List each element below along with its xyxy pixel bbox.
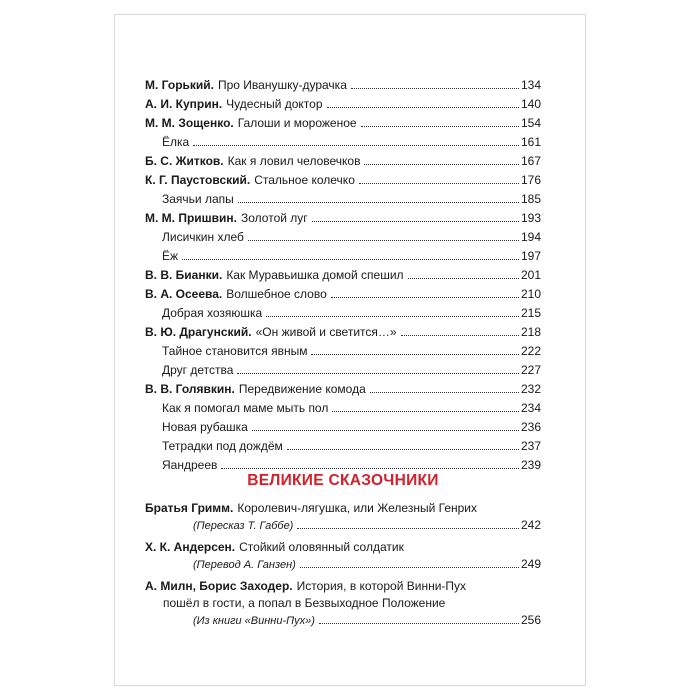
entry-page: 236 — [520, 420, 541, 434]
dot-leader — [300, 567, 519, 568]
entry-title: Ёлка — [162, 135, 190, 149]
entry-author: В. Ю. Драгунский. — [145, 325, 252, 339]
entry-title: «Он живой и светится…» — [255, 325, 397, 339]
entry-page: 134 — [520, 78, 541, 92]
entry-author: А. И. Куприн. — [145, 97, 223, 111]
entry-page: 197 — [520, 249, 541, 263]
dot-leader — [408, 278, 519, 279]
dot-leader — [238, 202, 519, 203]
entry-title: Как Муравьишка домой спешил — [226, 268, 404, 282]
toc-entry — [145, 152, 541, 171]
dot-leader — [319, 623, 519, 624]
toc-entry — [145, 266, 541, 285]
entry-source: (Из книги «Винни-Пух») — [193, 615, 315, 627]
entry-page: 249 — [520, 557, 541, 571]
entry-title: История, в которой Винни-Пух — [296, 579, 467, 593]
entry-page: 185 — [520, 192, 541, 206]
entry-author: Братья Гримм. — [145, 501, 234, 515]
entry-author: Х. К. Андерсен. — [145, 540, 236, 554]
dot-leader — [182, 259, 519, 260]
toc-entry — [145, 342, 541, 361]
entry-page: 239 — [520, 458, 541, 472]
entry-translator: (Пересказ Т. Габбе) — [193, 520, 294, 532]
toc-entry-milne — [145, 578, 541, 595]
toc-entry — [145, 399, 541, 418]
entry-title: Королевич-лягушка, или Железный Генрих — [237, 501, 477, 515]
toc-entry — [145, 209, 541, 228]
dot-leader — [332, 411, 519, 412]
dot-leader — [193, 145, 519, 146]
entry-page: 237 — [520, 439, 541, 453]
toc-entry — [145, 437, 541, 456]
entry-author: М. М. Зощенко. — [145, 116, 234, 130]
dot-leader — [287, 449, 519, 450]
entry-page: 201 — [520, 268, 541, 282]
toc-entry — [145, 380, 541, 399]
entry-author: В. В. Бианки. — [145, 268, 223, 282]
toc-entry — [145, 304, 541, 323]
entry-title: Тетрадки под дождём — [162, 439, 283, 453]
entry-title: Золотой луг — [241, 211, 308, 225]
entry-author: М. Горький. — [145, 78, 214, 92]
entry-page: 194 — [520, 230, 541, 244]
entry-page: 222 — [520, 344, 541, 358]
toc-entry — [145, 418, 541, 437]
toc-entry-milne-sub — [145, 612, 541, 629]
entry-page: 215 — [520, 306, 541, 320]
dot-leader — [359, 183, 519, 184]
entry-author: К. Г. Паустовский. — [145, 173, 251, 187]
toc-entry-grimm — [145, 500, 541, 517]
entry-page: 140 — [520, 97, 541, 111]
entry-page: 242 — [520, 518, 541, 532]
entry-page: 256 — [520, 613, 541, 627]
entry-title: Стальное колечко — [254, 173, 355, 187]
toc-entry — [145, 228, 541, 247]
toc-entry — [145, 114, 541, 133]
entry-title: Стойкий оловянный солдатик — [239, 540, 404, 554]
entry-author: Б. С. Житков. — [145, 154, 224, 168]
entry-title: Добрая хозяюшка — [162, 306, 263, 320]
toc-entry — [145, 95, 541, 114]
dot-leader — [248, 240, 519, 241]
entry-title: Яандреев — [162, 458, 218, 472]
dot-leader — [297, 528, 519, 529]
toc-entry — [145, 323, 541, 342]
dot-leader — [266, 316, 519, 317]
entry-title-continued: пошёл в гости, а попал в Безвыходное Положение — [163, 596, 446, 610]
entry-author: М. М. Пришвин. — [145, 211, 237, 225]
entry-page: 210 — [520, 287, 541, 301]
entry-page: 154 — [520, 116, 541, 130]
dot-leader — [221, 468, 519, 469]
dot-leader — [401, 335, 519, 336]
toc-entry-grimm-sub — [145, 517, 541, 534]
entry-title: Ёж — [162, 249, 179, 263]
dot-leader — [327, 107, 519, 108]
dot-leader — [252, 430, 519, 431]
dot-leader — [331, 297, 519, 298]
entry-author: В. А. Осеева. — [145, 287, 223, 301]
entry-page: 227 — [520, 363, 541, 377]
toc-entry-milne-cont — [145, 595, 541, 612]
entry-title: Галоши и мороженое — [237, 116, 357, 130]
toc-entry — [145, 247, 541, 266]
dot-leader — [364, 164, 519, 165]
toc-entry — [145, 133, 541, 152]
toc-entry — [145, 285, 541, 304]
entry-title: Передвижение комода — [238, 382, 366, 396]
entry-page: 232 — [520, 382, 541, 396]
entry-title: Тайное становится явным — [162, 344, 308, 358]
section-heading: ВЕЛИКИЕ СКАЗОЧНИКИ — [247, 472, 439, 489]
entry-translator: (Перевод А. Ганзен) — [193, 559, 296, 571]
toc-entry — [145, 361, 541, 380]
dot-leader — [351, 88, 519, 89]
entry-page: 176 — [520, 173, 541, 187]
entry-title: Про Иванушку-дурачка — [218, 78, 347, 92]
entry-author: А. Милн, Борис Заходер. — [145, 579, 293, 593]
table-of-contents — [145, 76, 541, 475]
toc-entry — [145, 76, 541, 95]
entry-page: 234 — [520, 401, 541, 415]
dot-leader — [370, 392, 519, 393]
entry-title: Волшебное слово — [226, 287, 327, 301]
fairy-tale-section — [145, 500, 541, 629]
entry-page: 193 — [520, 211, 541, 225]
toc-entry-andersen-sub — [145, 556, 541, 573]
entry-title: Новая рубашка — [162, 420, 248, 434]
entry-title: Как я ловил человечков — [227, 154, 361, 168]
entry-page: 167 — [520, 154, 541, 168]
toc-entry — [145, 171, 541, 190]
entry-title: Как я помогал маме мыть пол — [162, 401, 329, 415]
entry-title: Лисичкин хлеб — [162, 230, 244, 244]
entry-title: Друг детства — [162, 363, 234, 377]
entry-page: 218 — [520, 325, 541, 339]
dot-leader — [237, 373, 519, 374]
toc-entry-andersen — [145, 539, 541, 556]
dot-leader — [361, 126, 519, 127]
dot-leader — [311, 354, 519, 355]
entry-title: Чудесный доктор — [226, 97, 323, 111]
toc-entry — [145, 190, 541, 209]
entry-author: В. В. Голявкин. — [145, 382, 235, 396]
entry-title: Заячьи лапы — [162, 192, 234, 206]
entry-page: 161 — [520, 135, 541, 149]
dot-leader — [312, 221, 519, 222]
